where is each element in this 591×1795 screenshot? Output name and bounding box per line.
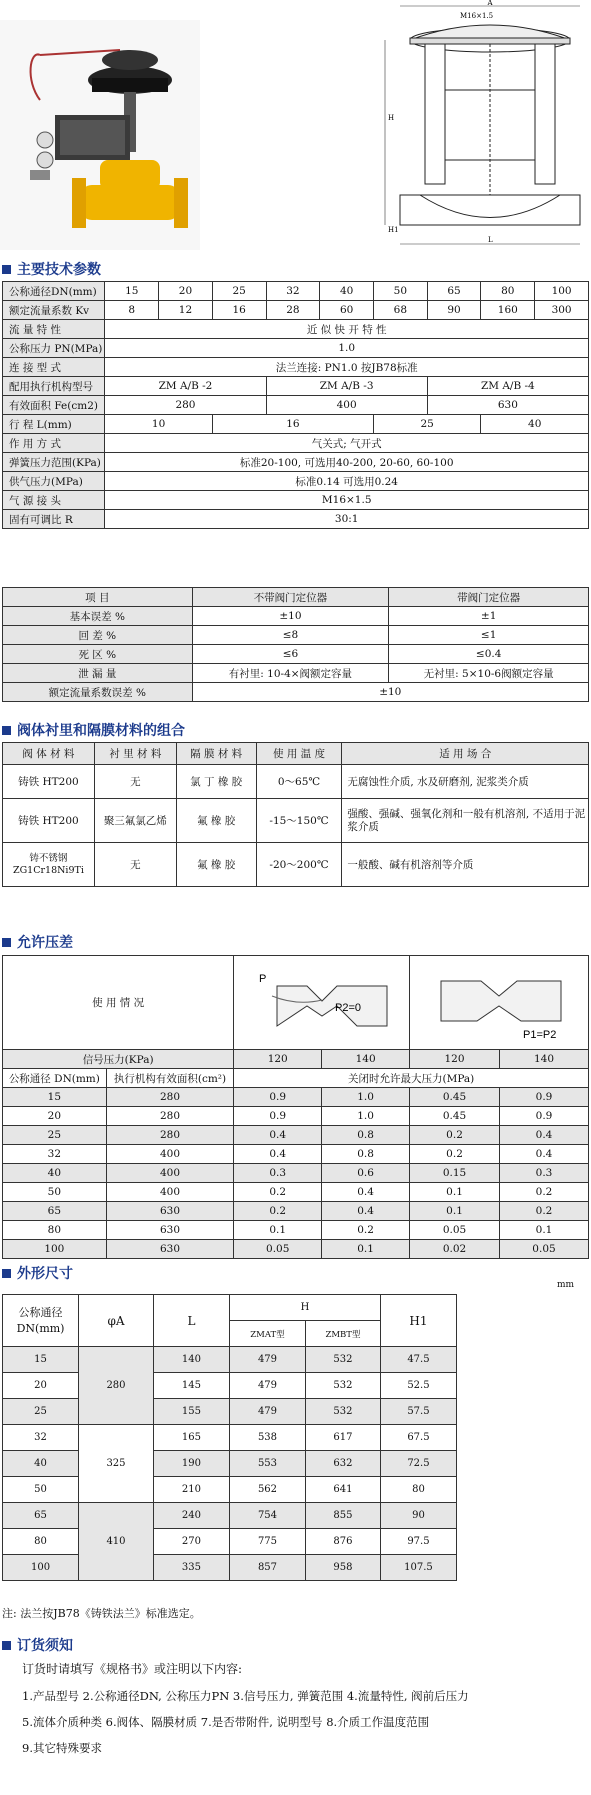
col-header: 适 用 场 合 <box>342 743 589 765</box>
spec-cell: 15 <box>105 282 159 301</box>
table-row <box>3 358 589 377</box>
dp-cell: 280 <box>106 1107 234 1126</box>
col-header: L <box>153 1295 229 1347</box>
thread-label: M16×1.5 <box>460 12 494 20</box>
dim-h1-label: H1 <box>388 226 399 234</box>
table-row <box>3 434 589 453</box>
spec-label: 流 量 特 性 <box>3 320 105 339</box>
spec-label: 固有可调比 R <box>3 510 105 529</box>
dp-cell: 100 <box>3 1240 107 1259</box>
valve-diagram-closed-icon <box>237 956 407 1046</box>
spec-cell: 40 <box>320 282 374 301</box>
col-header: φA <box>79 1295 154 1347</box>
order-line-2: 5.流体介质种类 6.阀体、隔膜材质 7.是否带附件, 说明型号 8.介质工作温度范围 <box>22 1715 430 1729</box>
order-intro: 订货时请填写《规格书》或注明以下内容: <box>22 1662 243 1676</box>
spec-label: 气 源 接 头 <box>3 491 105 510</box>
material-cell: 聚三氟氯乙烯 <box>94 799 176 843</box>
spec-cell: 68 <box>373 301 427 320</box>
table-row <box>3 765 589 799</box>
table-row <box>3 1164 589 1183</box>
dp-cell: 280 <box>106 1088 234 1107</box>
table-row <box>3 1183 589 1202</box>
perf-label: 基本误差 % <box>3 607 193 626</box>
dim-cell: 479 <box>229 1399 305 1425</box>
table-row <box>3 510 589 529</box>
dim-cell: 100 <box>3 1555 79 1581</box>
spec-cell: 65 <box>427 282 481 301</box>
col-header: H1 <box>380 1295 456 1347</box>
table-row <box>3 626 589 645</box>
col-header: 隔 膜 材 料 <box>176 743 256 765</box>
table-row <box>3 588 589 607</box>
dim-cell: 57.5 <box>380 1399 456 1425</box>
spec-cell: ZM A/B -4 <box>427 377 588 396</box>
spec-cell: M16×1.5 <box>105 491 589 510</box>
dp-cell: 0.4 <box>500 1145 589 1164</box>
table-row <box>3 683 589 702</box>
spec-cell: 30:1 <box>105 510 589 529</box>
table-row <box>3 1555 457 1581</box>
table-row <box>3 743 589 765</box>
section-title-text: 允许压差 <box>17 935 73 951</box>
spec-cell: 16 <box>212 301 266 320</box>
dim-cell: 210 <box>153 1477 229 1503</box>
material-cell: 氯 丁 橡 胶 <box>176 765 256 799</box>
dp-cell: 40 <box>3 1164 107 1183</box>
col-header: 使 用 温 度 <box>256 743 342 765</box>
signal-cell: 120 <box>234 1050 322 1069</box>
spec-cell: 90 <box>427 301 481 320</box>
perf-cell: ≤1 <box>389 626 589 645</box>
dp-cell: 0.15 <box>410 1164 500 1183</box>
dp-cell: 50 <box>3 1183 107 1202</box>
dp-cell: 0.2 <box>234 1202 322 1221</box>
dp-cell: 1.0 <box>322 1088 410 1107</box>
dim-cell: 67.5 <box>380 1425 456 1451</box>
table-row <box>3 1240 589 1259</box>
table-row <box>3 1477 457 1503</box>
section-title-order <box>2 1634 73 1656</box>
spec-cell: 8 <box>105 301 159 320</box>
material-cell: 一般酸、碱有机溶剂等介质 <box>342 843 589 887</box>
material-cell: -15～150℃ <box>256 799 342 843</box>
dp-cell: 0.3 <box>500 1164 589 1183</box>
dim-cell: 632 <box>306 1451 381 1477</box>
section-title-text: 订货须知 <box>17 1638 73 1654</box>
table-row <box>3 1126 589 1145</box>
dp-cell: 0.05 <box>234 1240 322 1259</box>
material-cell: -20～200℃ <box>256 843 342 887</box>
dp-cell: 0.05 <box>410 1221 500 1240</box>
table-row <box>3 1088 589 1107</box>
material-cell: 无 <box>94 843 176 887</box>
bullet-square-icon <box>2 1269 11 1278</box>
spec-cell: 标准20-100, 可选用40-200, 20-60, 60-100 <box>105 453 589 472</box>
col-header <box>3 1295 79 1347</box>
table-row <box>3 1107 589 1126</box>
col-header: 关闭时允许最大压力(MPa) <box>234 1069 589 1088</box>
dp-cell: 0.4 <box>234 1126 322 1145</box>
section-title-text: 阀体衬里和隔膜材料的组合 <box>17 723 185 739</box>
dim-cell: 25 <box>3 1399 79 1425</box>
spec-cell: 10 <box>105 415 212 434</box>
spec-label: 公称通径DN(mm) <box>3 282 105 301</box>
table-row <box>3 645 589 664</box>
material-cell: 铸铁 HT200 <box>3 765 95 799</box>
dim-h-label: H <box>388 114 395 122</box>
col-header: 执行机构有效面积(cm²) <box>106 1069 234 1088</box>
dim-cell: 72.5 <box>380 1451 456 1477</box>
dp-cell: 0.8 <box>322 1145 410 1164</box>
material-cell: 氟 橡 胶 <box>176 843 256 887</box>
materials-table <box>2 742 589 887</box>
col-header: 公称通径 DN(mm) <box>3 1069 107 1088</box>
perf-cell: ±10 <box>192 683 588 702</box>
dp-cell: 0.9 <box>234 1088 322 1107</box>
technical-drawing <box>380 0 591 250</box>
spec-cell: 25 <box>212 282 266 301</box>
table-row <box>3 282 589 301</box>
dp-cell: 0.4 <box>234 1145 322 1164</box>
table-row <box>3 956 589 1050</box>
table-row <box>3 320 589 339</box>
spec-label: 作 用 方 式 <box>3 434 105 453</box>
signal-label: 信号压力(KPa) <box>3 1050 234 1069</box>
dp-cell: 0.2 <box>322 1221 410 1240</box>
dim-cell: 325 <box>79 1425 154 1503</box>
spec-label: 有效面积 Fe(cm2) <box>3 396 105 415</box>
section-title-text: 外形尺寸 <box>17 1266 73 1282</box>
signal-cell: 140 <box>500 1050 589 1069</box>
dim-cell: 47.5 <box>380 1347 456 1373</box>
diagram-p-label: P <box>258 973 266 985</box>
spec-label: 公称压力 PN(MPa) <box>3 339 105 358</box>
dim-cell: 410 <box>79 1503 154 1581</box>
table-row <box>3 1425 457 1451</box>
dp-cell: 32 <box>3 1145 107 1164</box>
spec-cell: 400 <box>266 396 427 415</box>
diagram-eq-label: P1=P2 <box>523 1029 557 1041</box>
order-line-1: 1.产品型号 2.公称通径DN, 公称压力PN 3.信号压力, 弹簧范围 4.流量特性, 阀前后压力 <box>22 1689 469 1703</box>
perf-cell: 有衬里: 10-4×阀额定容量 <box>192 664 389 683</box>
dim-cell: 538 <box>229 1425 305 1451</box>
spec-cell: 12 <box>159 301 213 320</box>
dp-cell: 630 <box>106 1221 234 1240</box>
bullet-square-icon <box>2 1641 11 1650</box>
dp-cell: 0.6 <box>322 1164 410 1183</box>
material-cell: 无腐蚀性介质, 水及研磨剂, 泥浆类介质 <box>342 765 589 799</box>
col-header: ZMBT型 <box>306 1321 381 1347</box>
dim-cell: 97.5 <box>380 1529 456 1555</box>
dim-cell: 335 <box>153 1555 229 1581</box>
table-row <box>3 843 589 887</box>
dp-cell: 0.2 <box>500 1183 589 1202</box>
dp-cell: 0.2 <box>234 1183 322 1202</box>
dim-cell: 532 <box>306 1347 381 1373</box>
dim-cell: 855 <box>306 1503 381 1529</box>
dim-cell: 240 <box>153 1503 229 1529</box>
signal-cell: 120 <box>410 1050 500 1069</box>
spec-label: 行 程 L(mm) <box>3 415 105 434</box>
spec-cell: 80 <box>481 282 535 301</box>
dp-cell: 0.45 <box>410 1107 500 1126</box>
dim-cell: 479 <box>229 1347 305 1373</box>
performance-table <box>2 587 589 702</box>
table-row <box>3 1451 457 1477</box>
section-title-dimensions <box>2 1262 73 1284</box>
dimensions-table <box>2 1294 457 1581</box>
section-title-text: 主要技术参数 <box>17 262 101 278</box>
spec-cell: 630 <box>427 396 588 415</box>
perf-cell: ≤6 <box>192 645 389 664</box>
table-row <box>3 1069 589 1088</box>
dp-cell: 630 <box>106 1240 234 1259</box>
unit-label: mm <box>557 1280 575 1290</box>
usage-header: 使 用 情 况 <box>3 956 234 1050</box>
dp-cell: 15 <box>3 1088 107 1107</box>
dim-cell: 562 <box>229 1477 305 1503</box>
spec-cell: 300 <box>535 301 589 320</box>
dim-cell: 641 <box>306 1477 381 1503</box>
spec-label: 弹簧压力范围(KPa) <box>3 453 105 472</box>
dim-a-label: A <box>487 0 493 7</box>
table-row <box>3 1347 457 1373</box>
table-row <box>3 472 589 491</box>
flange-note: 注: 法兰按JB78《铸铁法兰》标准选定。 <box>2 1607 201 1620</box>
perf-cell: ≤8 <box>192 626 389 645</box>
dp-cell: 0.8 <box>322 1126 410 1145</box>
spec-label: 额定流量系数 Kv <box>3 301 105 320</box>
table-row <box>3 1050 589 1069</box>
dim-l-label: L <box>488 236 493 244</box>
dim-cell: 270 <box>153 1529 229 1555</box>
spec-label: 供气压力(MPa) <box>3 472 105 491</box>
col-header: 带阀门定位器 <box>389 588 589 607</box>
dp-cell: 630 <box>106 1202 234 1221</box>
spec-cell: 280 <box>105 396 266 415</box>
spec-cell: 50 <box>373 282 427 301</box>
dim-cell: 80 <box>3 1529 79 1555</box>
dim-cell: 775 <box>229 1529 305 1555</box>
material-cell: 强酸、强碱、强氧化剂和一般有机溶剂, 不适用于泥浆介质 <box>342 799 589 843</box>
perf-cell: ≤0.4 <box>389 645 589 664</box>
table-row <box>3 396 589 415</box>
table-row <box>3 1529 457 1555</box>
dim-cell: 479 <box>229 1373 305 1399</box>
perf-label: 额定流量系数误差 % <box>3 683 193 702</box>
dp-cell: 400 <box>106 1183 234 1202</box>
dp-cell: 0.3 <box>234 1164 322 1183</box>
dp-cell: 1.0 <box>322 1107 410 1126</box>
signal-cell: 140 <box>322 1050 410 1069</box>
spec-table <box>2 281 589 529</box>
perf-cell: 无衬里: 5×10-6阀额定容量 <box>389 664 589 683</box>
dim-cell: 15 <box>3 1347 79 1373</box>
dp-cell: 0.1 <box>410 1202 500 1221</box>
table-row <box>3 301 589 320</box>
spec-cell: 100 <box>535 282 589 301</box>
col-header: 衬 里 材 料 <box>94 743 176 765</box>
dp-cell: 0.9 <box>500 1088 589 1107</box>
spec-cell: 32 <box>266 282 320 301</box>
spec-cell: 标准0.14 可选用0.24 <box>105 472 589 491</box>
table-row <box>3 1145 589 1164</box>
dp-cell: 20 <box>3 1107 107 1126</box>
section-title-diff-pressure <box>2 931 73 953</box>
perf-cell: ±1 <box>389 607 589 626</box>
spec-cell: 160 <box>481 301 535 320</box>
product-photo <box>0 20 200 250</box>
dim-cell: 857 <box>229 1555 305 1581</box>
material-cell: 铸不锈钢 ZG1Cr18Ni9Ti <box>3 843 95 887</box>
spec-cell: ZM A/B -2 <box>105 377 266 396</box>
section-title-materials <box>2 719 185 741</box>
dp-cell: 280 <box>106 1126 234 1145</box>
diagram-cell-2 <box>410 956 589 1050</box>
dim-cell: 145 <box>153 1373 229 1399</box>
bullet-square-icon <box>2 938 11 947</box>
dim-cell: 165 <box>153 1425 229 1451</box>
diagram-eq-label: P2=0 <box>334 1002 361 1014</box>
dim-cell: 876 <box>306 1529 381 1555</box>
spec-cell: 28 <box>266 301 320 320</box>
spec-cell: 40 <box>481 415 589 434</box>
perf-label: 泄 漏 量 <box>3 664 193 683</box>
spec-cell: 20 <box>159 282 213 301</box>
perf-label: 死 区 % <box>3 645 193 664</box>
diff-pressure-table <box>2 955 589 1259</box>
dim-cell: 20 <box>3 1373 79 1399</box>
dp-cell: 0.4 <box>322 1183 410 1202</box>
dp-cell: 0.4 <box>322 1202 410 1221</box>
dim-cell: 190 <box>153 1451 229 1477</box>
table-row <box>3 607 589 626</box>
table-row <box>3 415 589 434</box>
spec-cell: 法兰连接: PN1.0 按JB78标准 <box>105 358 589 377</box>
dp-cell: 0.1 <box>500 1221 589 1240</box>
spec-cell: ZM A/B -3 <box>266 377 427 396</box>
spec-label: 配用执行机构型号 <box>3 377 105 396</box>
dp-cell: 0.4 <box>500 1126 589 1145</box>
dp-cell: 80 <box>3 1221 107 1240</box>
dim-cell: 107.5 <box>380 1555 456 1581</box>
dp-cell: 0.9 <box>234 1107 322 1126</box>
dim-cell: 553 <box>229 1451 305 1477</box>
dim-cell: 80 <box>380 1477 456 1503</box>
material-cell: 0～65℃ <box>256 765 342 799</box>
dp-cell: 0.2 <box>500 1202 589 1221</box>
order-line-3: 9.其它特殊要求 <box>22 1741 102 1755</box>
material-cell: 铸铁 HT200 <box>3 799 95 843</box>
valve-diagram-open-icon <box>411 956 587 1046</box>
dn-header-line2: DN(mm) <box>16 1321 65 1335</box>
dp-cell: 0.9 <box>500 1107 589 1126</box>
table-row <box>3 1202 589 1221</box>
col-header: ZMAT型 <box>229 1321 305 1347</box>
dp-cell: 0.2 <box>410 1145 500 1164</box>
col-header: H <box>229 1295 380 1321</box>
table-row <box>3 1373 457 1399</box>
dim-cell: 155 <box>153 1399 229 1425</box>
perf-label: 回 差 % <box>3 626 193 645</box>
material-cell: 氟 橡 胶 <box>176 799 256 843</box>
dim-cell: 532 <box>306 1373 381 1399</box>
spec-label: 连 接 型 式 <box>3 358 105 377</box>
dp-cell: 0.05 <box>500 1240 589 1259</box>
spec-cell: 1.0 <box>105 339 589 358</box>
table-row <box>3 1221 589 1240</box>
table-row <box>3 1295 457 1321</box>
dp-cell: 25 <box>3 1126 107 1145</box>
dp-cell: 0.2 <box>410 1126 500 1145</box>
dp-cell: 400 <box>106 1145 234 1164</box>
dim-cell: 140 <box>153 1347 229 1373</box>
dim-cell: 958 <box>306 1555 381 1581</box>
section-title-main-params <box>2 258 101 280</box>
spec-cell: 25 <box>373 415 480 434</box>
dp-cell: 0.45 <box>410 1088 500 1107</box>
spec-cell: 60 <box>320 301 374 320</box>
col-header: 阀 体 材 料 <box>3 743 95 765</box>
table-row <box>3 1399 457 1425</box>
bullet-square-icon <box>2 265 11 274</box>
dim-cell: 617 <box>306 1425 381 1451</box>
col-header: 项 目 <box>3 588 193 607</box>
dp-cell: 0.1 <box>234 1221 322 1240</box>
dp-cell: 0.1 <box>322 1240 410 1259</box>
spec-cell: 16 <box>212 415 373 434</box>
spec-cell: 气关式; 气开式 <box>105 434 589 453</box>
table-row <box>3 453 589 472</box>
table-row <box>3 664 589 683</box>
dim-cell: 40 <box>3 1451 79 1477</box>
dp-cell: 65 <box>3 1202 107 1221</box>
spec-cell: 近 似 快 开 特 性 <box>105 320 589 339</box>
col-header: 不带阀门定位器 <box>192 588 389 607</box>
table-row <box>3 377 589 396</box>
perf-cell: ±10 <box>192 607 389 626</box>
table-row <box>3 1503 457 1529</box>
dp-cell: 400 <box>106 1164 234 1183</box>
dim-cell: 65 <box>3 1503 79 1529</box>
diagram-cell-1 <box>234 956 410 1050</box>
material-cell: 无 <box>94 765 176 799</box>
table-row <box>3 491 589 510</box>
dim-cell: 754 <box>229 1503 305 1529</box>
table-row <box>3 799 589 843</box>
dim-cell: 280 <box>79 1347 154 1425</box>
dim-cell: 90 <box>380 1503 456 1529</box>
dim-cell: 50 <box>3 1477 79 1503</box>
dim-cell: 52.5 <box>380 1373 456 1399</box>
dp-cell: 0.1 <box>410 1183 500 1202</box>
bullet-square-icon <box>2 726 11 735</box>
dn-header-line1: 公称通径 <box>18 1305 63 1319</box>
table-row <box>3 339 589 358</box>
dim-cell: 32 <box>3 1425 79 1451</box>
dim-cell: 532 <box>306 1399 381 1425</box>
dp-cell: 0.02 <box>410 1240 500 1259</box>
